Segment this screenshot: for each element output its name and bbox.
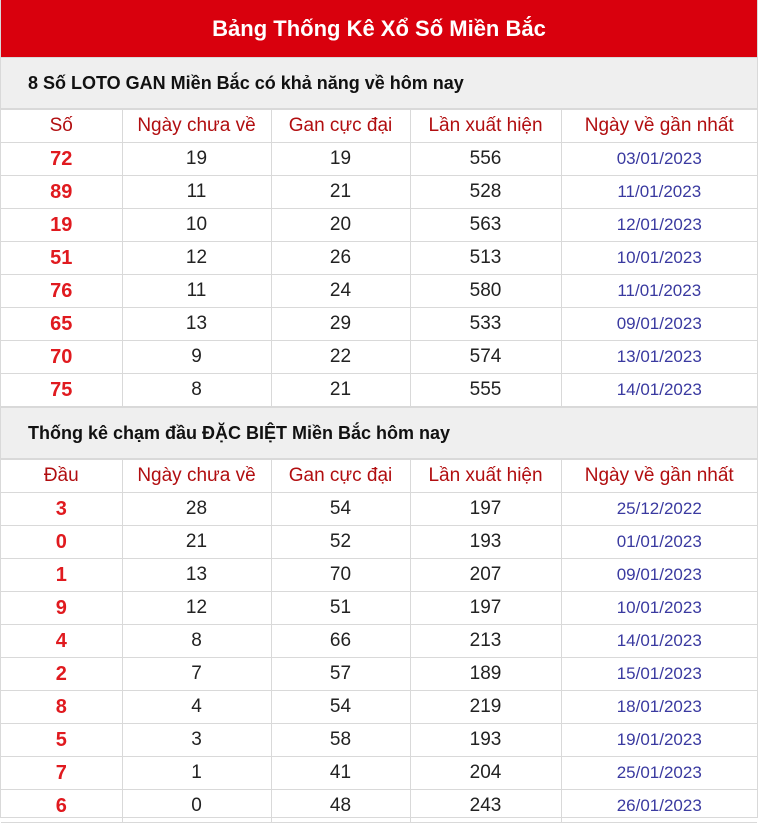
table-row [1, 757, 757, 790]
last-date-cell: 25/12/2022 [561, 493, 757, 526]
table-header-row [1, 460, 757, 493]
days-absent-cell: 11 [122, 275, 271, 308]
max-gap-cell: 22 [271, 341, 410, 374]
last-date-cell: 09/01/2023 [561, 559, 757, 592]
appearances-cell: 193 [410, 724, 561, 757]
last-date-cell: 25/01/2023 [561, 757, 757, 790]
days-absent-cell: 13 [122, 559, 271, 592]
number-cell: 70 [1, 341, 122, 374]
days-absent-cell: 19 [122, 143, 271, 176]
appearances-cell: 528 [410, 176, 561, 209]
table-row [1, 724, 757, 757]
table-row [1, 341, 757, 374]
appearances-cell: 243 [410, 790, 561, 823]
header-max-gap: Gan cực đại [271, 460, 410, 493]
header-days-absent: Ngày chưa về [122, 460, 271, 493]
number-cell: 89 [1, 176, 122, 209]
number-cell: 76 [1, 275, 122, 308]
appearances-cell: 563 [410, 209, 561, 242]
header-appearances: Lần xuất hiện [410, 110, 561, 143]
header-number: Đầu [1, 460, 122, 493]
table-row [1, 143, 757, 176]
last-date-cell: 14/01/2023 [561, 625, 757, 658]
max-gap-cell: 54 [271, 691, 410, 724]
number-cell: 19 [1, 209, 122, 242]
max-gap-cell: 57 [271, 658, 410, 691]
number-cell: 72 [1, 143, 122, 176]
appearances-cell: 197 [410, 592, 561, 625]
last-date-cell: 10/01/2023 [561, 242, 757, 275]
days-absent-cell: 3 [122, 724, 271, 757]
table-header-row [1, 110, 757, 143]
table-row [1, 176, 757, 209]
sections-container [1, 57, 757, 823]
number-cell: 4 [1, 625, 122, 658]
appearances-cell: 219 [410, 691, 561, 724]
table-row [1, 275, 757, 308]
number-cell: 75 [1, 374, 122, 407]
max-gap-cell: 21 [271, 374, 410, 407]
appearances-cell: 574 [410, 341, 561, 374]
table-row [1, 592, 757, 625]
appearances-cell: 213 [410, 625, 561, 658]
last-date-cell: 10/01/2023 [561, 592, 757, 625]
days-absent-cell: 10 [122, 209, 271, 242]
appearances-cell: 189 [410, 658, 561, 691]
table-row [1, 559, 757, 592]
appearances-cell: 204 [410, 757, 561, 790]
header-max-gap: Gan cực đại [271, 110, 410, 143]
last-date-cell: 19/01/2023 [561, 724, 757, 757]
last-date-cell: 13/01/2023 [561, 341, 757, 374]
table-row [1, 691, 757, 724]
max-gap-cell: 29 [271, 308, 410, 341]
table-row [1, 308, 757, 341]
max-gap-cell: 24 [271, 275, 410, 308]
table-row [1, 242, 757, 275]
max-gap-cell: 54 [271, 493, 410, 526]
number-cell: 7 [1, 757, 122, 790]
appearances-cell: 197 [410, 493, 561, 526]
last-date-cell: 09/01/2023 [561, 308, 757, 341]
number-cell: 3 [1, 493, 122, 526]
number-cell: 0 [1, 526, 122, 559]
number-cell: 2 [1, 658, 122, 691]
table-row [1, 374, 757, 407]
days-absent-cell: 8 [122, 625, 271, 658]
page-title: Bảng Thống Kê Xổ Số Miền Bắc [1, 0, 757, 57]
stats-table [1, 459, 757, 823]
header-last-date: Ngày về gần nhất [561, 460, 757, 493]
number-cell: 1 [1, 559, 122, 592]
last-date-cell: 18/01/2023 [561, 691, 757, 724]
number-cell: 5 [1, 724, 122, 757]
appearances-cell: 580 [410, 275, 561, 308]
header-appearances: Lần xuất hiện [410, 460, 561, 493]
appearances-cell: 533 [410, 308, 561, 341]
days-absent-cell: 7 [122, 658, 271, 691]
table-row [1, 625, 757, 658]
last-date-cell: 03/01/2023 [561, 143, 757, 176]
max-gap-cell: 51 [271, 592, 410, 625]
days-absent-cell: 12 [122, 242, 271, 275]
last-date-cell: 11/01/2023 [561, 176, 757, 209]
appearances-cell: 207 [410, 559, 561, 592]
days-absent-cell: 9 [122, 341, 271, 374]
appearances-cell: 555 [410, 374, 561, 407]
number-cell: 8 [1, 691, 122, 724]
last-date-cell: 11/01/2023 [561, 275, 757, 308]
number-cell: 51 [1, 242, 122, 275]
table-row [1, 658, 757, 691]
days-absent-cell: 12 [122, 592, 271, 625]
max-gap-cell: 52 [271, 526, 410, 559]
max-gap-cell: 70 [271, 559, 410, 592]
last-date-cell: 15/01/2023 [561, 658, 757, 691]
days-absent-cell: 28 [122, 493, 271, 526]
max-gap-cell: 19 [271, 143, 410, 176]
days-absent-cell: 13 [122, 308, 271, 341]
last-date-cell: 12/01/2023 [561, 209, 757, 242]
table-row [1, 209, 757, 242]
header-days-absent: Ngày chưa về [122, 110, 271, 143]
days-absent-cell: 21 [122, 526, 271, 559]
last-date-cell: 01/01/2023 [561, 526, 757, 559]
header-number: Số [1, 110, 122, 143]
max-gap-cell: 21 [271, 176, 410, 209]
max-gap-cell: 58 [271, 724, 410, 757]
table-row [1, 493, 757, 526]
max-gap-cell: 26 [271, 242, 410, 275]
days-absent-cell: 4 [122, 691, 271, 724]
section-title: Thống kê chạm đầu ĐẶC BIỆT Miền Bắc hôm nay [1, 407, 757, 459]
last-date-cell: 14/01/2023 [561, 374, 757, 407]
days-absent-cell: 11 [122, 176, 271, 209]
max-gap-cell: 48 [271, 790, 410, 823]
header-last-date: Ngày về gần nhất [561, 110, 757, 143]
table-row [1, 526, 757, 559]
days-absent-cell: 0 [122, 790, 271, 823]
days-absent-cell: 8 [122, 374, 271, 407]
appearances-cell: 193 [410, 526, 561, 559]
section-title: 8 Số LOTO GAN Miền Bắc có khả năng về hôm nay [1, 57, 757, 109]
appearances-cell: 513 [410, 242, 561, 275]
last-date-cell: 26/01/2023 [561, 790, 757, 823]
number-cell: 65 [1, 308, 122, 341]
max-gap-cell: 20 [271, 209, 410, 242]
appearances-cell: 556 [410, 143, 561, 176]
max-gap-cell: 66 [271, 625, 410, 658]
days-absent-cell: 1 [122, 757, 271, 790]
number-cell: 6 [1, 790, 122, 823]
number-cell: 9 [1, 592, 122, 625]
stats-table [1, 109, 757, 407]
max-gap-cell: 41 [271, 757, 410, 790]
